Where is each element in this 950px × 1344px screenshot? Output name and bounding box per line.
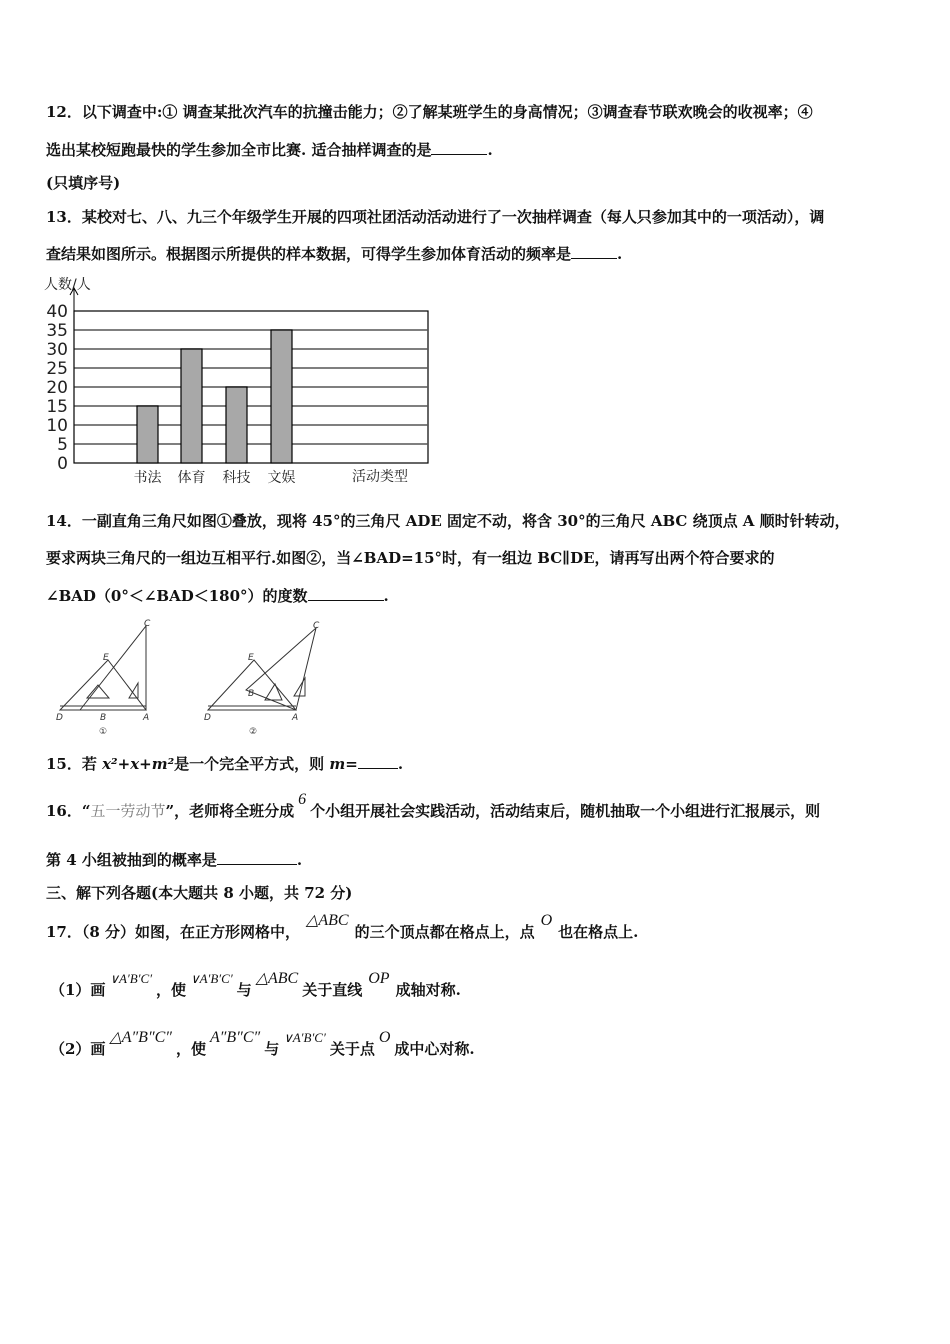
q15-line [46, 754, 403, 774]
q15-var: m [329, 755, 346, 773]
q15-text: 是一个完全平方式，则 [174, 755, 330, 773]
part-math: △A″B″C″ [109, 1029, 172, 1046]
answer-blank [358, 754, 398, 769]
q16-text: 16．“ [46, 802, 91, 820]
bar-体育 [181, 349, 202, 463]
q17-text: 也在格点上. [558, 923, 639, 941]
label-c: C [144, 619, 151, 629]
figure-1 [56, 619, 151, 737]
part-math: △ABC [255, 970, 299, 987]
q14-text: ∠BAD（0°＜∠BAD＜180°）的度数 [46, 587, 308, 605]
x-axis-label: 活动类型 [352, 469, 408, 485]
q16-line2 [46, 850, 302, 870]
figure-2 [204, 621, 320, 737]
section-heading: 三、解下列各题(本大题共 8 小题，共 72 分) [46, 884, 353, 902]
q12-text: 选出某校短跑最快的学生参加全市比赛. 适合抽样调查的是 [46, 141, 432, 159]
q15-text: 15．若 [46, 755, 103, 773]
q17-text: 17．（8 分）如图，在正方形网格中， [46, 923, 301, 941]
label-d: D [56, 713, 63, 723]
x-tick-label: 科技 [222, 470, 251, 486]
q17-part2 [50, 1029, 475, 1060]
label-e: E [103, 653, 109, 663]
answer-blank [217, 850, 297, 865]
q16-number: 6 [298, 791, 307, 808]
part-text: ，使 [156, 981, 187, 999]
q16-line1 [46, 791, 821, 822]
label-b: B [100, 713, 107, 723]
period: . [487, 141, 493, 159]
q17-part1 [50, 970, 461, 1001]
part-text: （1）画 [50, 981, 106, 999]
q16-quote: 五一劳动节 [90, 802, 166, 820]
q13-text: 查结果如图所示。根据图示所提供的样本数据，可得学生参加体育活动的频率是 [46, 245, 572, 263]
part-math: O [378, 1029, 391, 1046]
bar-chart [0, 0, 950, 500]
figure-caption: ① [99, 727, 108, 737]
label-c: C [313, 621, 320, 631]
part-text: 与 [236, 981, 252, 999]
q14-line3 [46, 586, 389, 606]
answer-blank [308, 586, 384, 601]
part-math: A″B″C″ [209, 1029, 261, 1046]
x-tick-label: 书法 [133, 470, 162, 486]
part-math: ∨A′B′C′ [109, 971, 153, 986]
q14-line1: 14．一副直角三角尺如图①叠放，现将 45°的三角尺 ADE 固定不动，将含 30°的三角尺 ABC 绕顶点 A 顺时针转动， [46, 512, 850, 530]
q13-line1: 13．某校对七、八、九三个年级学生开展的四项社团活动活动进行了一次抽样调查（每人只参加其中的一项活动），调 [46, 208, 825, 226]
y-tick-label: 10 [46, 416, 68, 436]
y-tick-label: 25 [46, 359, 68, 379]
part-text: 关于直线 [302, 981, 363, 999]
y-tick-label: 15 [46, 397, 68, 417]
y-tick-label: 20 [46, 378, 68, 398]
q17-line [46, 912, 639, 943]
q15-expression: x²+x+m² [102, 755, 175, 773]
label-d: D [204, 713, 211, 723]
y-axis-label: 人数/人 [44, 277, 91, 293]
q14-line2: 要求两块三角尺的一组边互相平行.如图②，当∠BAD=15°时，有一组边 BC∥DE，请再写出两个符合要求的 [46, 549, 775, 567]
part-text: 成轴对称. [395, 981, 461, 999]
q16-text: 个小组开展社会实践活动，活动结束后，随机抽取一个小组进行汇报展示，则 [310, 802, 821, 820]
q16-text: 第 4 小组被抽到的概率是 [46, 851, 217, 869]
y-tick-label: 35 [46, 321, 68, 341]
y-tick-label: 30 [46, 340, 68, 360]
y-tick-label: 40 [46, 302, 68, 322]
part-text: ，使 [175, 1040, 206, 1058]
q17-text: 的三个顶点都在格点上，点 [354, 923, 535, 941]
y-tick-label: 5 [57, 435, 68, 455]
q16-text: ”，老师将全班分成 [165, 802, 295, 820]
bar-文娱 [271, 330, 292, 463]
part-text: 与 [264, 1040, 280, 1058]
period: . [296, 851, 303, 869]
part-text: 关于点 [329, 1040, 375, 1058]
period: . [617, 245, 623, 263]
bar-书法 [137, 406, 158, 463]
period: . [397, 755, 404, 773]
label-b: B [248, 689, 255, 699]
q12-line1: 12．以下调查中:① 调查某批次汽车的抗撞击能力；②了解某班学生的身高情况；③调查春节联欢晚会的收视率；④ [46, 103, 813, 121]
y-tick-label: 0 [57, 454, 68, 474]
part-text: 成中心对称. [394, 1040, 475, 1058]
part-math: ∨A′B′C′ [283, 1030, 326, 1045]
q15-eq: = [345, 755, 358, 773]
triangle-figures [50, 618, 330, 740]
x-tick-label: 体育 [177, 470, 206, 486]
part-text: （2）画 [50, 1040, 106, 1058]
label-e: E [248, 653, 254, 663]
q12-line3: (只填序号) [46, 174, 121, 192]
period: . [383, 587, 389, 605]
label-a: A [292, 713, 299, 723]
q17-math: △ABC [306, 912, 349, 929]
x-tick-label: 文娱 [267, 470, 296, 486]
figure-caption: ② [249, 727, 258, 737]
part-math: ∨A′B′C′ [190, 971, 233, 986]
q17-math: O [540, 912, 553, 929]
part-math: OP [368, 970, 390, 987]
label-a: A [143, 713, 150, 723]
bar-科技 [226, 387, 247, 463]
